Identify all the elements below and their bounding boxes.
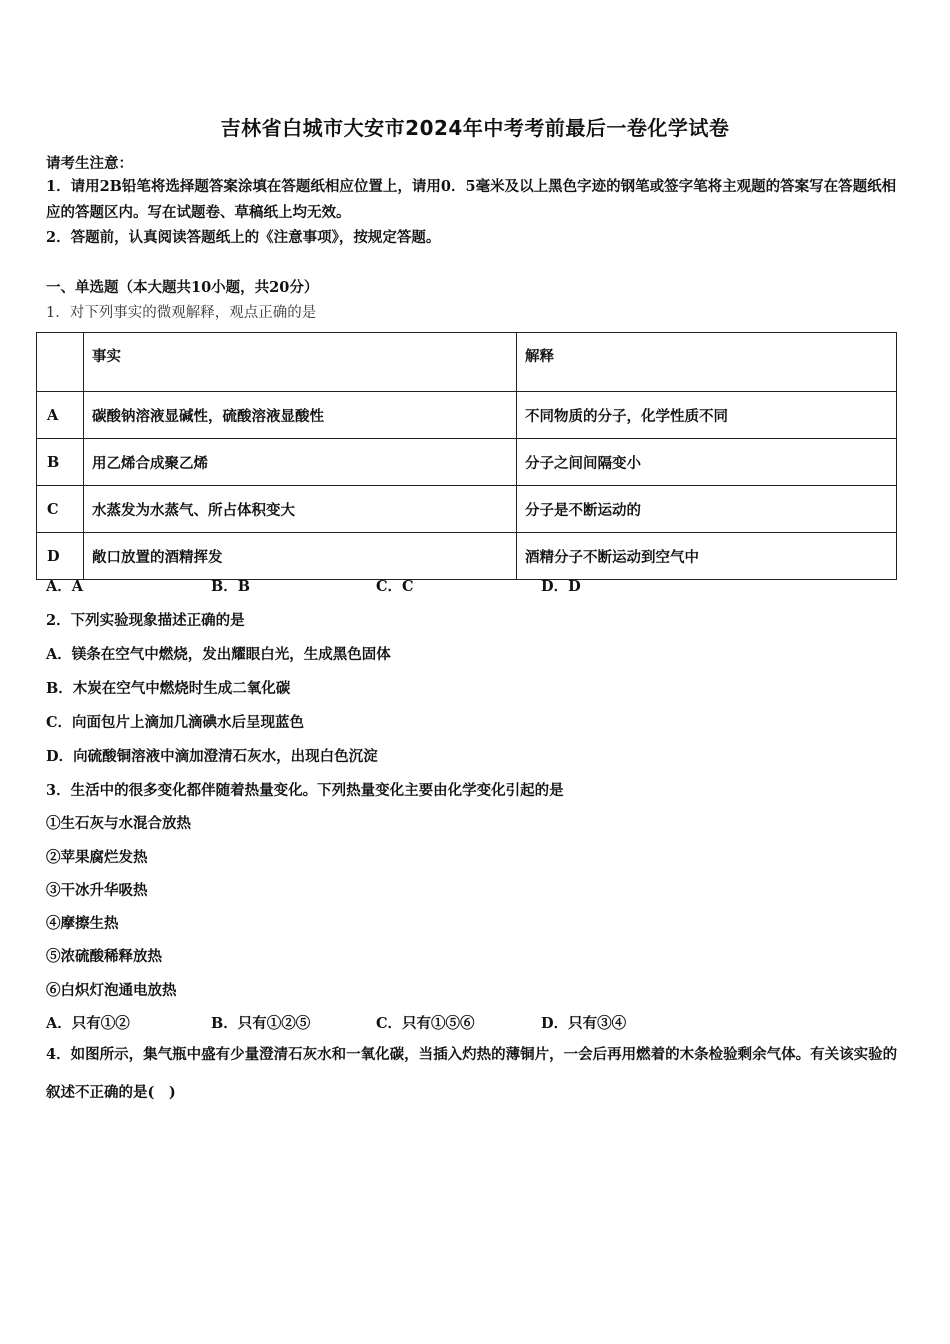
table-header-cell: 解释 bbox=[517, 333, 897, 392]
q3-item: ①生石灰与水混合放热 bbox=[46, 815, 191, 832]
q3-stem: 3．生活中的很多变化都伴随着热量变化。下列热量变化主要由化学变化引起的是 bbox=[46, 782, 564, 799]
table-row bbox=[37, 439, 897, 486]
q2-option-c: C．向面包片上滴加几滴碘水后呈现蓝色 bbox=[46, 714, 305, 731]
q3-option-a: A．只有①② bbox=[46, 1015, 130, 1032]
q1-options bbox=[46, 575, 581, 596]
q3-item: ⑤浓硫酸稀释放热 bbox=[46, 948, 162, 965]
q1-option-a: A．A bbox=[46, 578, 84, 595]
q1-option-b: B．B bbox=[211, 578, 251, 595]
table-header-row bbox=[37, 333, 897, 392]
section-heading: 一、单选题（本大题共10小题，共20分） bbox=[46, 279, 319, 296]
table-cell: 水蒸发为水蒸气、所占体积变大 bbox=[84, 486, 517, 533]
table-header-cell: 事实 bbox=[84, 333, 517, 392]
q3-item: ④摩擦生热 bbox=[46, 915, 119, 932]
q1-stem: 1．对下列事实的微观解释，观点正确的是 bbox=[46, 305, 317, 321]
table-cell: 用乙烯合成聚乙烯 bbox=[84, 439, 517, 486]
table-row bbox=[37, 533, 897, 580]
q3-item: ②苹果腐烂发热 bbox=[46, 849, 148, 866]
q2-option-d: D．向硫酸铜溶液中滴加澄清石灰水，出现白色沉淀 bbox=[46, 748, 378, 765]
table-cell: 不同物质的分子，化学性质不同 bbox=[517, 392, 897, 439]
table-row bbox=[37, 486, 897, 533]
notice-item-2: 2．答题前，认真阅读答题纸上的《注意事项》，按规定答题。 bbox=[46, 229, 441, 246]
q4-stem: 4．如图所示，集气瓶中盛有少量澄清石灰水和一氧化碳，当插入灼热的薄铜片，一会后再用燃着的木条检验剩余气体。有关该实验的叙述不正确的是( ) bbox=[46, 1046, 898, 1101]
table-cell: 分子之间间隔变小 bbox=[517, 439, 897, 486]
q3-options bbox=[46, 1012, 626, 1033]
table-header-cell bbox=[37, 333, 84, 392]
q1-table bbox=[36, 332, 897, 580]
table-cell: 敞口放置的酒精挥发 bbox=[84, 533, 517, 580]
q3-option-b: B．只有①②⑤ bbox=[211, 1015, 311, 1032]
q1-option-d: D．D bbox=[541, 578, 581, 595]
notice-heading: 请考生注意： bbox=[46, 155, 133, 172]
notice-item-1: 1．请用2B铅笔将选择题答案涂填在答题纸相应位置上，请用0．5毫米及以上黑色字迹的钢笔或签字笔将主观题的答案写在答题纸相应的答题区内。写在试题卷、草稿纸上均无效。 bbox=[46, 178, 897, 221]
table-cell: 碳酸钠溶液显碱性，硫酸溶液显酸性 bbox=[84, 392, 517, 439]
table-row bbox=[37, 392, 897, 439]
q3-item: ⑥白炽灯泡通电放热 bbox=[46, 982, 177, 999]
q2-option-a: A．镁条在空气中燃烧，发出耀眼白光，生成黑色固体 bbox=[46, 646, 391, 663]
table-cell: C bbox=[37, 486, 84, 533]
q1-option-c: C．C bbox=[376, 578, 414, 595]
table-cell: 酒精分子不断运动到空气中 bbox=[517, 533, 897, 580]
q3-option-d: D．只有③④ bbox=[541, 1015, 627, 1032]
table-cell: D bbox=[37, 533, 84, 580]
q2-option-b: B．木炭在空气中燃烧时生成二氧化碳 bbox=[46, 680, 291, 697]
q3-item: ③干冰升华吸热 bbox=[46, 882, 148, 899]
q3-option-c: C．只有①⑤⑥ bbox=[376, 1015, 475, 1032]
page-title: 吉林省白城市大安市2024年中考考前最后一卷化学试卷 bbox=[220, 116, 730, 140]
table-cell: A bbox=[37, 392, 84, 439]
q2-stem: 2．下列实验现象描述正确的是 bbox=[46, 612, 245, 629]
table-cell: B bbox=[37, 439, 84, 486]
table-cell: 分子是不断运动的 bbox=[517, 486, 897, 533]
